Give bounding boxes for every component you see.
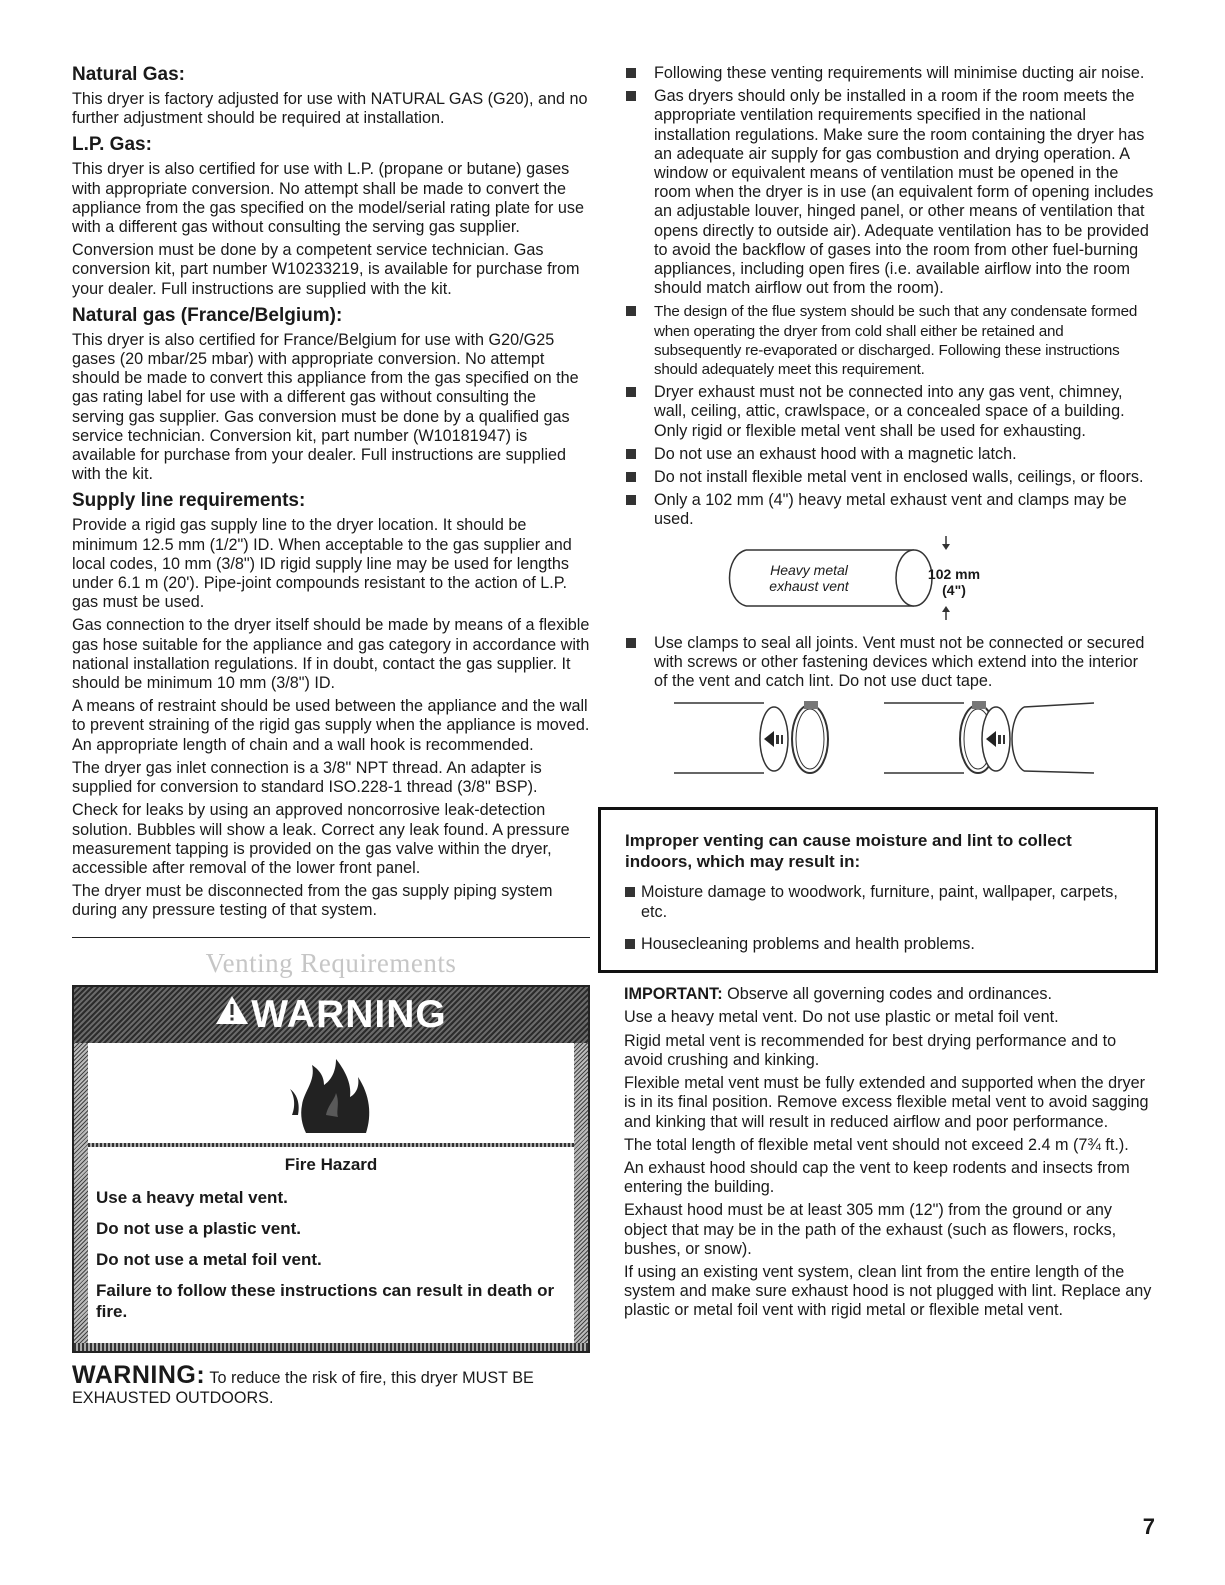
fire-symbol-area (88, 1043, 574, 1143)
fire-warning-box (72, 985, 590, 1353)
vent-paragraph: An exhaust hood should cap the vent to keep rodents and insects from entering the building. (624, 1158, 1130, 1197)
clamp-diagram (624, 697, 1154, 787)
bullet-item (624, 491, 1154, 529)
warning-line-2: Do not use a plastic vent. (96, 1218, 301, 1238)
vent-label-line-1: Heavy metal (770, 561, 848, 578)
venting-bullets (624, 64, 1154, 530)
warning-banner-title: WARNING (251, 992, 447, 1036)
vent-size-line-2: (4") (942, 581, 966, 598)
hatch-bottom (74, 1343, 588, 1351)
bullet-square-icon (626, 495, 636, 505)
bullet-square-icon (626, 449, 636, 459)
vent-paragraph: Use a heavy metal vent. Do not use plastic or metal foil vent. (624, 1008, 1059, 1027)
notice-list (625, 882, 1137, 954)
vent-paragraph: If using an existing vent system, clean lint from the entire length of the system and make sure exhaust hood is not plugged with lint. Replace any plastic or metal foil vent with rigid metal or flexible metal vent. (624, 1262, 1152, 1320)
bullet-item (624, 87, 1154, 298)
bullet-text: The design of the flue system should be such that any condensate formed when operating the dryer from cold shall either be retained and subsequently re-evaporated or discharged. Following these instructions should adequately meet this requirement. (654, 303, 1138, 379)
bullet-item (624, 468, 1154, 487)
warning-footer (72, 1360, 590, 1408)
bullet-square-icon (626, 387, 636, 397)
bullet-text: Gas dryers should only be installed in a room if the room meets the appropriate ventilation requirements specified in the national installation regulations. Make sure the room containing the dryer has an adequate air supply for gas combustion and drying operation. A window or equivalent means of ventilation must be opened in the room when the dryer is in use (an equivalent form of opening includes an adjustable louver, hinged panel, or other means of ventilation that opens directly to outside air). Adequate ventilation has to be provided to avoid the backflow of gases into the room from other fuel-burning appliances, including open fires (i.e. available airflow into the room should match airflow out from the room). (654, 87, 1154, 298)
bullet-square-icon (626, 91, 636, 101)
supply-line-text-1: Provide a rigid gas supply line to the dryer location. It should be minimum 12.5 mm (1/2") ID. When acceptable to the gas supplier and local codes, 10 mm (3/8") ID rigid supply line may be used for lengths under 6.1 m (20'). Pipe-joint compounds resistant to the action of L.P. gas must be used. (72, 516, 572, 612)
warning-line-4: Failure to follow these instructions can result in death or fire. (96, 1280, 555, 1321)
important-text: Observe all governing codes and ordinances. (722, 985, 1052, 1004)
natural-gas-text: This dryer is factory adjusted for use with NATURAL GAS (G20), and no further adjustment should be required at installation. (72, 90, 588, 128)
bullet-square-icon (626, 68, 636, 78)
bullet-item (624, 445, 1154, 464)
improper-venting-notice (598, 807, 1158, 973)
left-column (72, 64, 590, 1408)
vent-pipe-illustration (624, 536, 1154, 620)
lp-gas-text-1: This dryer is also certified for use with L.P. (propane or butane) gases with appropriate conversion. No attempt shall be made to convert the appliance from the gas specified on the model/serial rating plate for use with a different gas without consulting the serving gas supplier. (72, 160, 585, 237)
natural-gas-fr-heading: Natural gas (France/Belgium): (72, 304, 343, 326)
warning-footer-label: WARNING: (72, 1360, 206, 1389)
bullet-square-icon (626, 472, 636, 482)
notice-item (625, 934, 1137, 954)
bullet-item (624, 302, 1154, 379)
vent-size-label (924, 566, 984, 598)
vent-diagram (624, 536, 1154, 620)
notice-text: Housecleaning problems and health problems. (641, 935, 975, 954)
vent-clamp-illustration (624, 697, 1154, 787)
supply-line-text-2: Gas connection to the dryer itself should be made by means of a flexible gas hose suitable for the appliance and gas category in accordance with national installation regulations. If in doubt, contact the gas supplier. It should be minimum 10 mm (3/8") ID. (72, 616, 590, 693)
bullet-square-icon (626, 306, 636, 316)
vent-label-line-2: exhaust vent (769, 577, 849, 594)
bullet-text: Following these venting requirements will minimise ducting air noise. (654, 64, 1145, 82)
bullet-text: Only a 102 mm (4") heavy metal exhaust vent and clamps may be used. (654, 491, 1127, 529)
supply-line-heading: Supply line requirements: (72, 490, 306, 512)
bullet-item (624, 383, 1154, 441)
warning-body (74, 1043, 588, 1343)
fire-hazard-label: Fire Hazard (284, 1154, 378, 1174)
bullet-text: Do not use an exhaust hood with a magnetic latch. (654, 444, 1017, 463)
fire-icon (286, 1055, 376, 1135)
vent-paragraph: Flexible metal vent must be fully extended and supported when the dryer is in its final position. Remove excess flexible metal vent to avoid sagging and kinking that will result in reduced airflow and poor performance. (624, 1074, 1149, 1131)
warning-line-3: Do not use a metal foil vent. (96, 1249, 322, 1269)
natural-gas-fr-text: This dryer is also certified for France/Belgium for use with G20/G25 gases (20 mbar/25 mbar) with appropriate conversion. No attempt should be made to convert this appliance from the gas specified on the gas rating label for use with a different gas without consulting the serving gas supplier. Gas conversion must be done by a qualified gas service technician. Conversion kit, part number (W10181947) is available for purchase from your dealer. Full instructions are supplied with the kit. (72, 330, 579, 484)
notice-item (625, 882, 1137, 922)
warning-footer-text: To reduce the risk of fire, this dryer MUST BE EXHAUSTED OUTDOORS. (72, 1368, 534, 1407)
notice-title: Improper venting can cause moisture and lint to collect indoors, which may result in: (625, 831, 1072, 872)
warning-line-1: Use a heavy metal vent. (96, 1187, 288, 1207)
bullet-square-icon (625, 939, 635, 949)
warning-banner (74, 987, 588, 1043)
supply-line-text-6: The dryer must be disconnected from the gas supply piping system during any pressure testing of that system. (72, 882, 553, 920)
important-note (624, 985, 1154, 1004)
notice-text: Moisture damage to woodwork, furniture, paint, wallpaper, carpets, etc. (641, 883, 1118, 922)
hatch-divider (88, 1143, 574, 1147)
bullet-text: Use clamps to seal all joints. Vent must not be connected or secured with screws or other fastening devices which extend into the interior of the vent and catch lint. Do not use duct tape. (654, 633, 1145, 691)
vent-size-line-1: 102 mm (927, 565, 981, 582)
supply-line-text-3: A means of restraint should be used between the appliance and the wall to prevent straining of the rigid gas supply when the appliance is moved. An appropriate length of chain and a wall hook is recommended. (72, 697, 590, 754)
section-divider (72, 937, 590, 938)
bullet-text: Do not install flexible metal vent in enclosed walls, ceilings, or floors. (654, 468, 1144, 487)
clamp-bullet-list (624, 634, 1154, 692)
right-column (624, 64, 1154, 1325)
vent-paragraph: Rigid metal vent is recommended for best drying performance and to avoid crushing and kinking. (624, 1031, 1117, 1069)
warning-triangle-icon (215, 995, 249, 1034)
bullet-square-icon (625, 887, 635, 897)
page-number: 7 (1142, 1514, 1155, 1539)
supply-line-text-5: Check for leaks by using an approved noncorrosive leak-detection solution. Bubbles will show a leak. Correct any leak found. A pressure measurement tapping is provided on the gas valve within the dryer, accessible after removal of the lower front panel. (72, 801, 570, 877)
hatch-left (74, 1043, 88, 1343)
bullet-square-icon (626, 638, 636, 648)
vent-paragraph: The total length of flexible metal vent should not exceed 2.4 m (7¾ ft.). (624, 1135, 1129, 1154)
important-label: IMPORTANT: (624, 985, 723, 1004)
vent-label (754, 562, 864, 594)
natural-gas-heading: Natural Gas: (72, 64, 185, 85)
lp-gas-heading: L.P. Gas: (72, 134, 152, 156)
bullet-item (624, 64, 1154, 83)
venting-requirements-title: Venting Requirements (205, 947, 457, 978)
bullet-item (624, 634, 1154, 692)
supply-line-text-4: The dryer gas inlet connection is a 3/8" NPT thread. An adapter is supplied for conversion to standard ISO.228-1 thread (3/8" BSP). (72, 758, 542, 797)
hatch-right (574, 1043, 588, 1343)
vent-paragraph: Exhaust hood must be at least 305 mm (12") from the ground or any object that may be in the path of the exhaust (such as flowers, rocks, bushes, or snow). (624, 1201, 1117, 1258)
lp-gas-text-2: Conversion must be done by a competent service technician. Gas conversion kit, part number W10233219, is available for purchase from your dealer. Full instructions are supplied with the kit. (72, 241, 580, 298)
bullet-text: Dryer exhaust must not be connected into any gas vent, chimney, wall, ceiling, attic, crawlspace, or a concealed space of a building. Only rigid or flexible metal vent shall be used for exhausting. (654, 383, 1125, 440)
warning-content (96, 1155, 566, 1332)
